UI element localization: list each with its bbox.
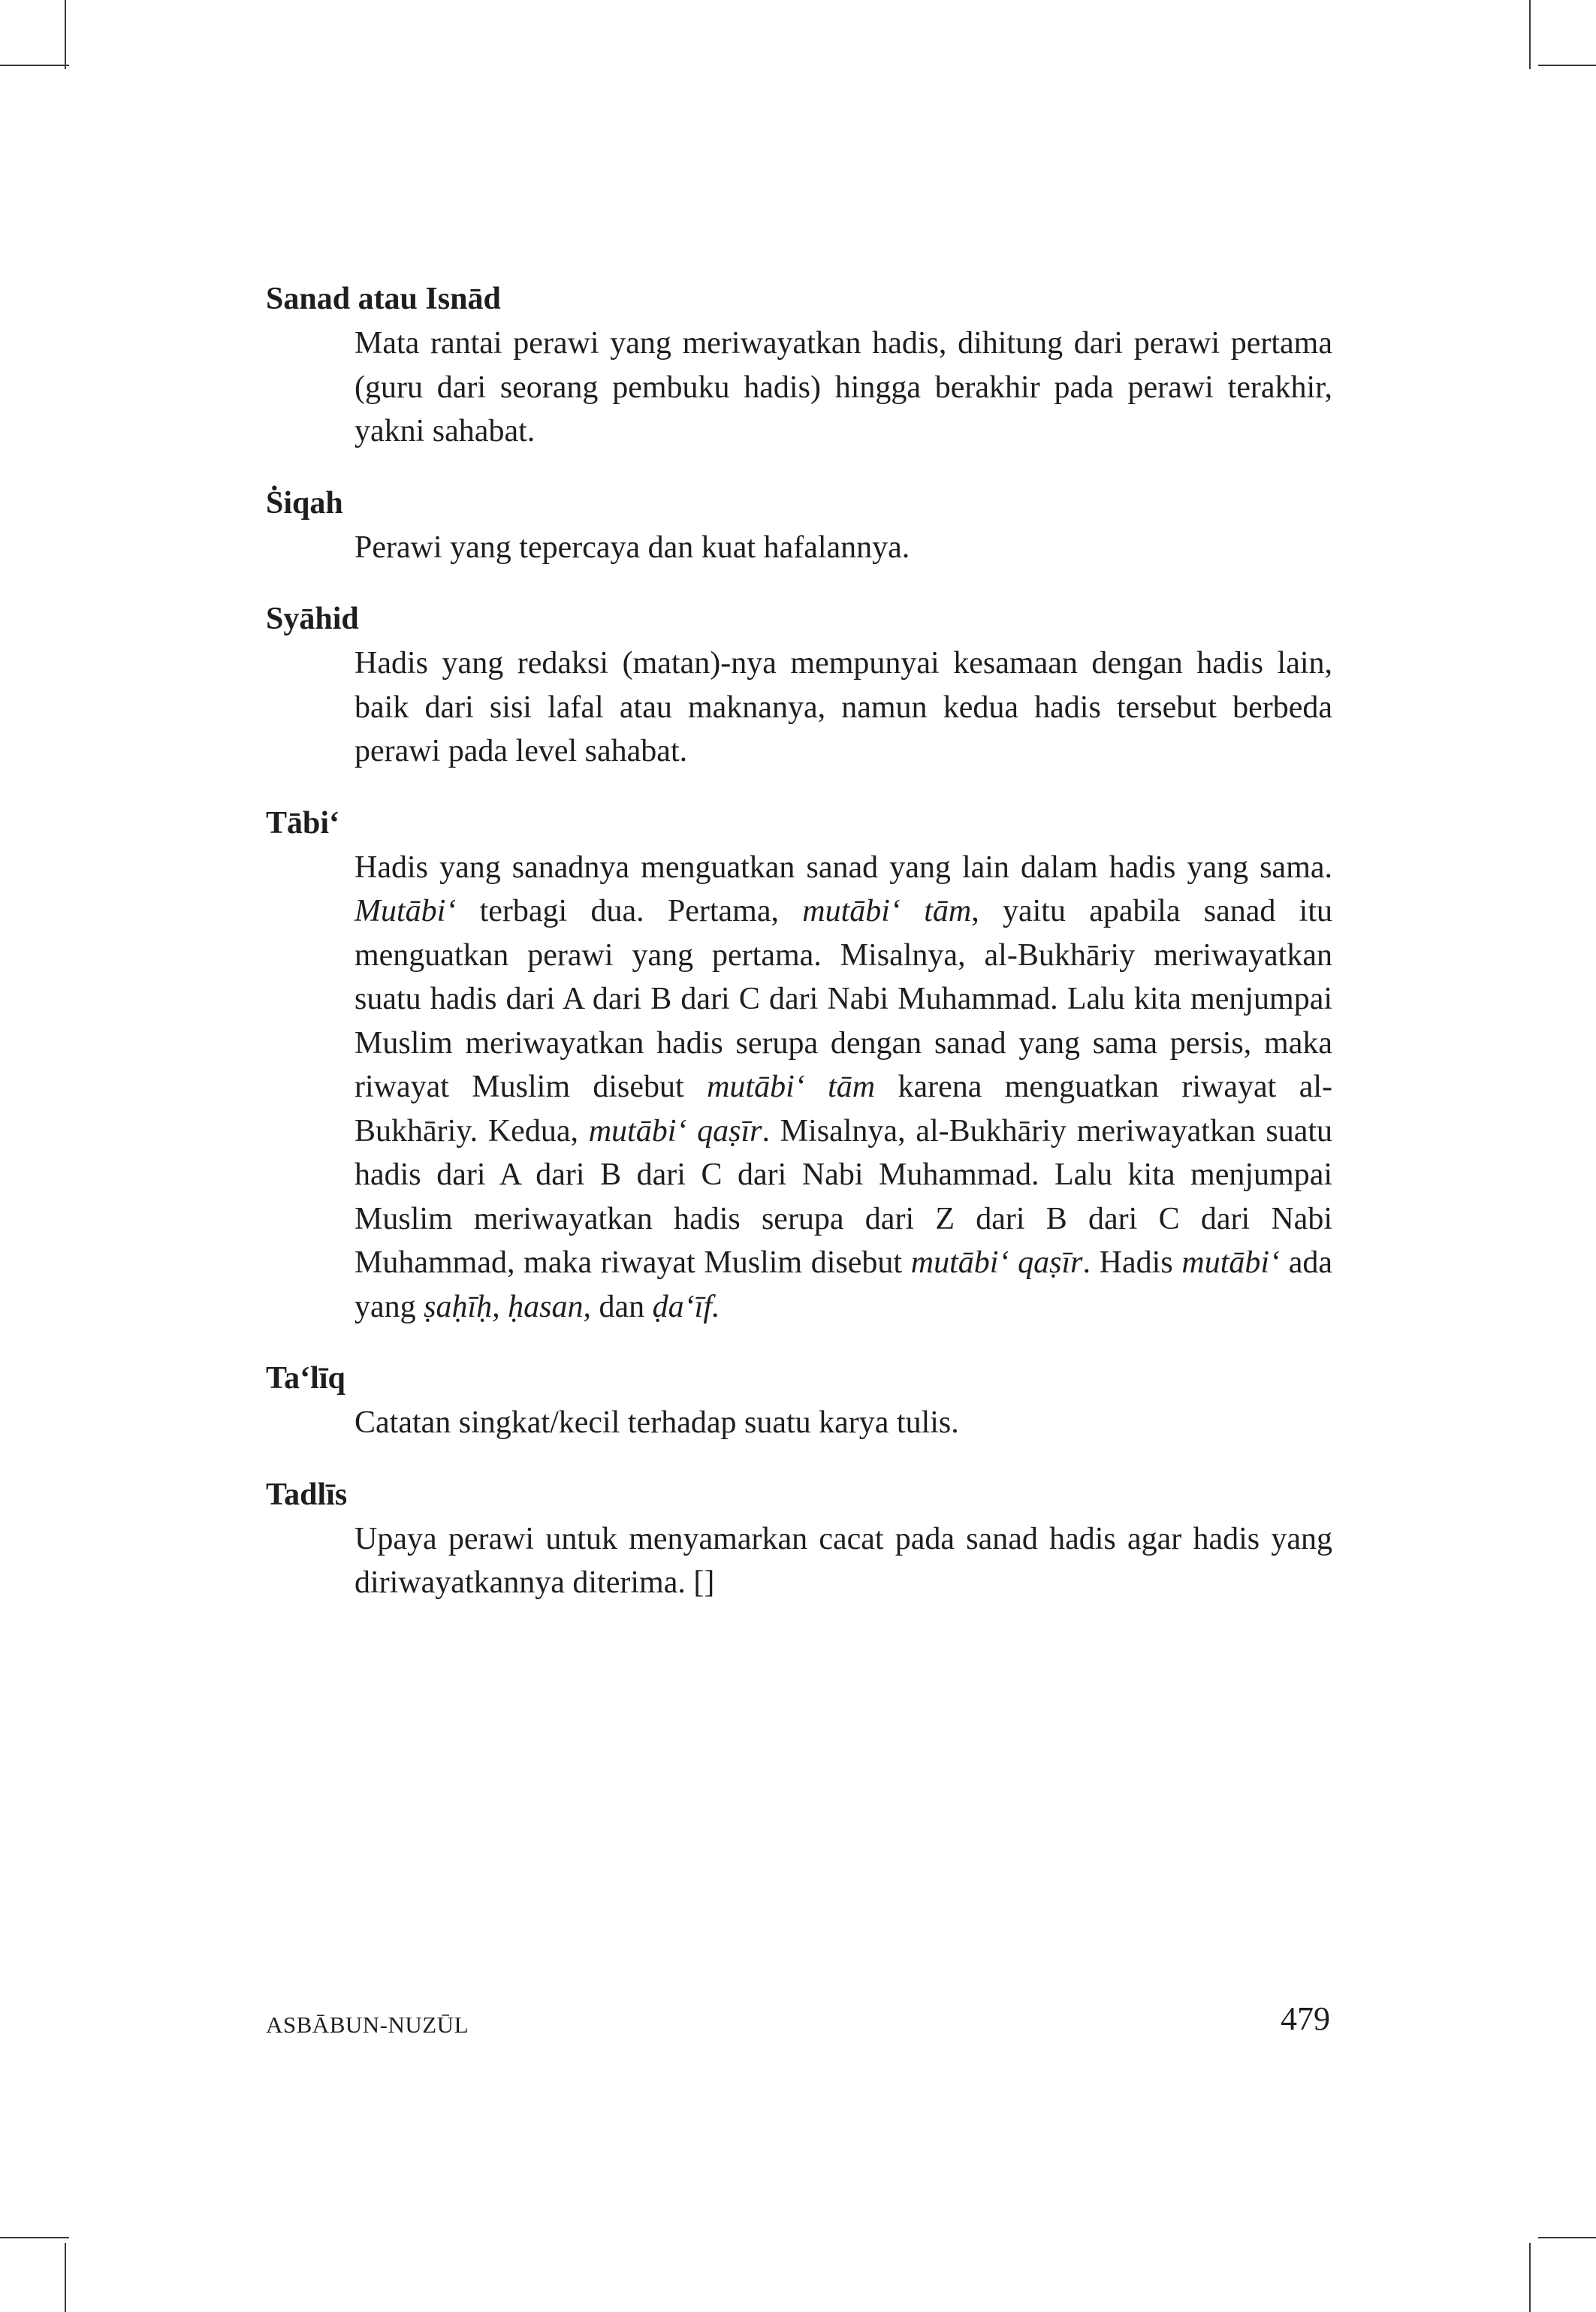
glossary-term: Tābi‘	[266, 805, 340, 841]
running-footer-title: ASBĀBUN-NUZŪL	[266, 2012, 469, 2038]
definition-text: Perawi yang tepercaya dan kuat hafalannya.	[354, 530, 910, 565]
italic-term: mutābi‘	[1181, 1245, 1281, 1280]
italic-term: ṣaḥīḥ, ḥasan,	[424, 1289, 592, 1324]
glossary-term: Ṡiqah	[266, 485, 343, 521]
crop-mark	[1538, 2237, 1596, 2238]
italic-term: mutābi‘ qaṣīr	[910, 1245, 1083, 1280]
definition-text: Upaya perawi untuk menyamarkan cacat pada sanad hadis agar hadis yang diriwayatkannya diterima. []	[354, 1521, 1332, 1600]
crop-mark	[0, 2237, 69, 2238]
italic-term: Mutābi‘	[354, 894, 457, 928]
definition-text: Hadis yang sanadnya menguatkan sanad yang lain dalam hadis yang sama.	[354, 850, 1332, 885]
italic-term: mutābi‘ qaṣīr	[588, 1113, 762, 1148]
glossary-entry	[266, 801, 1332, 1330]
glossary-entry	[266, 596, 1332, 774]
glossary-definition	[354, 526, 1332, 570]
page-number: 479	[1281, 2000, 1330, 2037]
italic-term: mutābi‘ tām	[802, 894, 972, 928]
definition-text: Catatan singkat/kecil terhadap suatu karya tulis.	[354, 1405, 959, 1440]
italic-term: ḍa‘īf.	[652, 1289, 720, 1324]
italic-term: mutābi‘ tām	[707, 1070, 876, 1104]
glossary-entry	[266, 1356, 1332, 1445]
glossary-term: Sanad atau Isnād	[266, 282, 501, 316]
glossary	[266, 276, 1332, 1632]
crop-mark	[1538, 65, 1596, 66]
crop-mark	[1529, 0, 1531, 69]
crop-mark	[65, 2243, 66, 2312]
glossary-entry	[266, 276, 1332, 454]
glossary-definition	[354, 641, 1332, 774]
crop-mark	[65, 0, 66, 69]
glossary-entry	[266, 481, 1332, 570]
glossary-term: Syāhid	[266, 602, 359, 636]
definition-text: terbagi dua. Pertama,	[456, 894, 803, 928]
definition-text: , yaitu apabila sanad itu menguatkan perawi yang pertama. Misalnya, al-Bukhāriy meriwayatkan suatu hadis dari A dari B dari C dari Nabi Muhammad. Lalu kita menjumpai Muslim meriwayatkan hadis serupa dengan sanad yang sama persis, maka riwayat Muslim disebut	[354, 894, 1333, 1104]
glossary-definition	[354, 1401, 1332, 1445]
crop-mark	[0, 65, 69, 66]
definition-text: Hadis yang redaksi (matan)-nya mempunyai kesamaan dengan hadis lain, baik dari sisi lafal atau maknanya, namun kedua hadis tersebut berbeda perawi pada level sahabat.	[354, 646, 1332, 768]
definition-text: . Misalnya, al-Bukhāriy meriwayatkan suatu hadis dari A dari B dari C dari Nabi Muhammad. Lalu kita menjumpai Muslim meriwayatkan hadis serupa dari Z dari B dari C dari Nabi Muhammad, maka riwayat Muslim disebut	[354, 1113, 1332, 1280]
glossary-term: Ta‘līq	[266, 1361, 345, 1396]
definition-text: Mata rantai perawi yang meriwayatkan hadis, dihitung dari perawi pertama (guru dari seorang pembuku hadis) hingga berakhir pada perawi terakhir, yakni sahabat.	[354, 326, 1332, 448]
definition-text: dan	[591, 1289, 653, 1324]
definition-text: . Hadis	[1082, 1245, 1182, 1280]
glossary-definition	[354, 846, 1332, 1330]
definition-text: karena menguatkan riwayat al-Bukhāriy. Kedua,	[354, 1070, 1332, 1148]
glossary-definition	[354, 321, 1332, 454]
glossary-term: Tadlīs	[266, 1477, 348, 1512]
glossary-entry	[266, 1472, 1332, 1605]
definition-text: ada yang	[354, 1245, 1332, 1324]
crop-mark	[1529, 2243, 1531, 2312]
glossary-definition	[354, 1517, 1332, 1605]
